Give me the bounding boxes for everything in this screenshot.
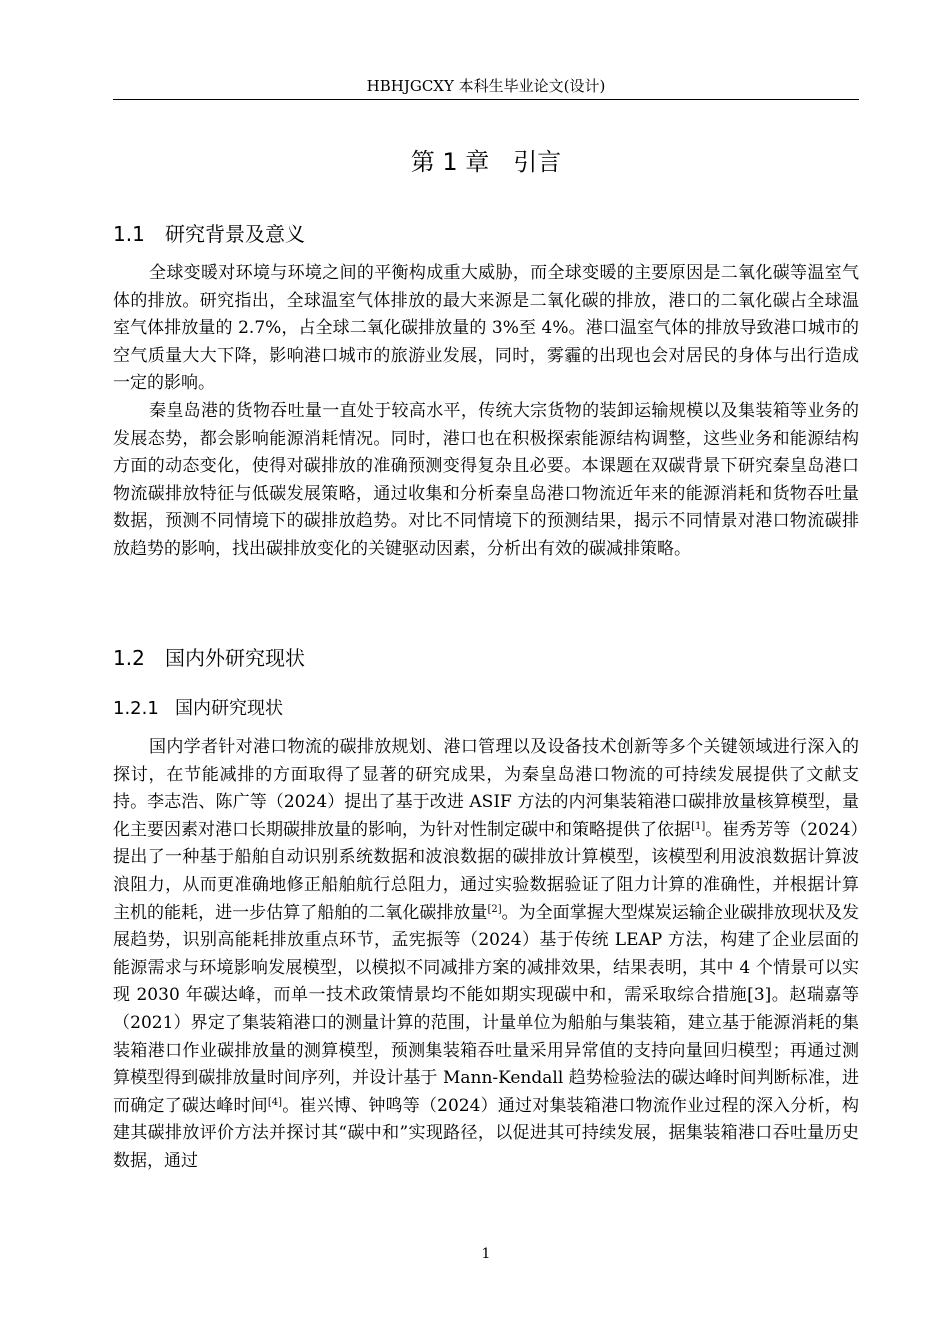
- body-text: 国内学者针对港口物流的碳排放规划、港口管理以及设备技术创新等多个关键领域进行深入的探讨，在节能减排的方面取得了显著的研究成果，为秦皇岛港口物流的可持续发展提供了文献支持。李志浩、陈广等（2024）提出了基于改进 ASIF 方法的内河集装箱港口碳排放量核算模型，量化主要因素对港口长期碳排放量的影响，为针对性制定碳中和策略提供了依据: [113, 737, 859, 840]
- paragraph-domestic-research: [113, 734, 859, 1176]
- paragraph-background-2: 秦皇岛港的货物吞吐量一直处于较高水平，传统大宗货物的装卸运输规模以及集装箱等业务的发展态势，都会影响能源消耗情况。同时，港口也在积极探索能源结构调整，这些业务和能源结构方面的动态变化，使得对碳排放的准确预测变得复杂且必要。本课题在双碳背景下研究秦皇岛港口物流碳排放特征与低碳发展策略，通过收集和分析秦皇岛港口物流近年来的能源消耗和货物吞吐量数据，预测不同情境下的碳排放趋势。对比不同情境下的预测结果，揭示不同情景对港口物流碳排放趋势的影响，找出碳排放变化的关键驱动因素，分析出有效的碳减排策略。: [113, 401, 859, 559]
- paragraph-background-1: 全球变暖对环境与环境之间的平衡构成重大威胁，而全球变暖的主要原因是二氧化碳等温室气体的排放。研究指出，全球温室气体排放的最大来源是二氧化碳的排放，港口的二氧化碳占全球温室气体排放量的 2.7%，占全球二氧化碳排放量的 3%至 4%。港口温室气体的排放导致港口城市的空气质量大大下降，影响港口城市的旅游业发展，同时，雾霾的出现也会对居民的身体与出行造成一定的影响。: [113, 263, 859, 394]
- subsection-number: 1.2.1: [113, 698, 159, 719]
- section-title: 国内外研究现状: [165, 646, 305, 670]
- section-heading-1-2: [113, 644, 305, 672]
- citation-ref: [4]: [267, 1096, 283, 1108]
- body-text: 。崔兴博、钟鸣等（2024）通过对集装箱港口物流作业过程的深入分析，构建其碳排放评价方法并探讨其“碳中和”实现路径，以促进其可持续发展，据集装箱港口吞吐量历史数据，通过: [113, 1095, 860, 1171]
- section-number: 1.2: [113, 646, 145, 670]
- subsection-heading-1-2-1: [113, 696, 283, 722]
- header-rule: [113, 99, 859, 100]
- page-number: 1: [481, 1246, 491, 1262]
- chapter-title: 第 1 章 引言: [410, 148, 562, 176]
- section-number: 1.1: [113, 222, 145, 246]
- section-title: 研究背景及意义: [165, 222, 305, 246]
- citation-ref: [1]: [691, 820, 706, 832]
- citation-ref: [2]: [487, 903, 502, 915]
- section-heading-1-1: [113, 220, 305, 248]
- running-header: HBHJGCXY 本科生毕业论文(设计): [366, 77, 606, 95]
- subsection-title: 国内研究现状: [175, 698, 283, 719]
- body-text: 。为全面掌握大型煤炭运输企业碳排放现状及发展趋势，识别高能耗排放重点环节，孟宪振等（2024）基于传统 LEAP 方法，构建了企业层面的能源需求与环境影响发展模型，以模拟不同减排方案的减排效果，结果表明，其中 4 个情景可以实现 2030 年碳达峰，而单一技术政策情景均不能如期实现碳中和，需采取综合措施[3]。赵瑞嘉等（2021）界定了集装箱港口的测量计算的范围，计量单位为船舶与集装箱，建立基于能源消耗的集装箱港口作业碳排放量的测算模型，预测集装箱吞吐量采用异常值的支持向量回归模型；再通过测算模型得到碳排放量时间序列，并设计基于 Mann-Kendall 趋势检验法的碳达峰时间判断标准，进而确定了碳达峰时间: [113, 902, 860, 1116]
- body-text: 。崔秀芳等（2024）提出了一种基于船舶自动识别系统数据和波浪数据的碳排放计算模型，该模型利用波浪数据计算波浪阻力，从而更准确地修正船舶航行总阻力，通过实验数据验证了阻力计算的准确性，并根据计算主机的能耗，进一步估算了船舶的二氧化碳排放量: [113, 819, 860, 923]
